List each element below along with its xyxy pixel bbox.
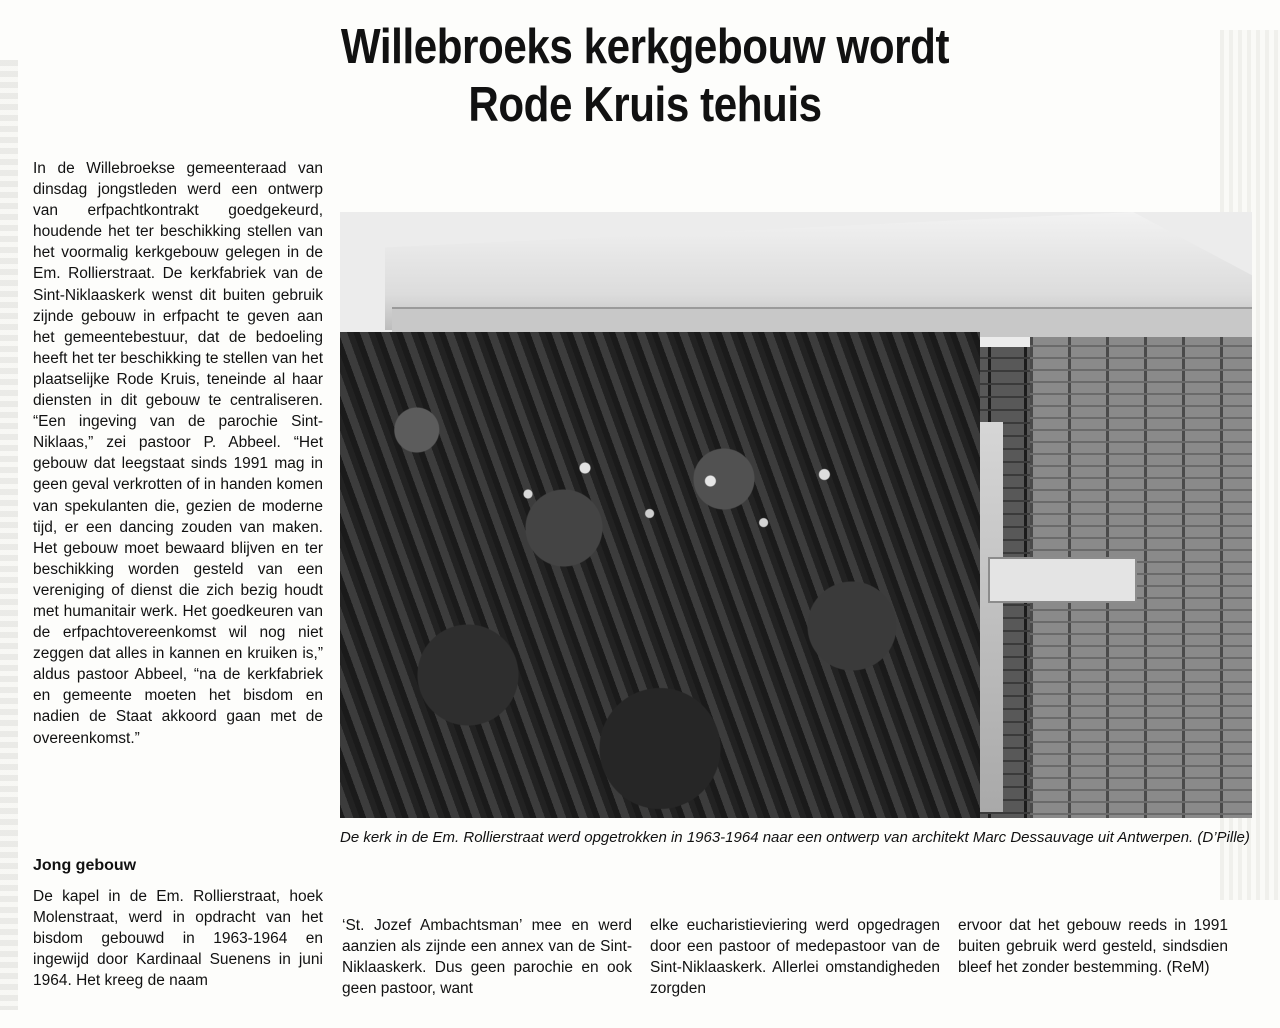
body-paragraph-3: elke eucharistieviering werd opgedragen door een pastoor of medepastoor van de Sint-Niklaaskerk. Allerlei omstandigheden zorgden [650,917,940,998]
adjacent-page-bleed-left [0,60,18,1010]
body-paragraph-1: De kapel in de Em. Rollierstraat, hoek Molenstraat, werd in opdracht van het bisdom gebouwd in 1963-1964 en ingewijd door Kardinaal Suenens in juni 1964. Het kreeg de naam [33,888,323,990]
body-paragraph-4: ervoor dat het gebouw reeds in 1991 buiten gebruik werd gesteld, sindsdien bleef het zonder bestemming. (ReM) [958,917,1228,977]
photo-wall-sign [988,557,1137,603]
photo-foliage [340,332,980,818]
headline-line-2: Rode Kruis tehuis [468,78,822,132]
lead-paragraph: In de Willebroekse gemeenteraad van dinsdag jongstleden werd een ontwerp van erfpachtkontrakt goedgekeurd, houdende het ter beschikking stellen van het voormalig kerkgebouw gelegen in de Em. Rollierstraat. De kerkfabriek van de Sint-Niklaaskerk wenst dit buiten gebruik zijnde gebouw in erfpacht te geven aan het gemeentebestuur, dat de bedoeling heeft het ter beschikking te stellen van het plaatselijke Rode Kruis, teneinde al haar diensten in dit gebouw te centraliseren. “Een ingeving van de parochie Sint-Niklaas,” zei pastoor P. Abbeel. “Het gebouw dat leegstaat sinds 1991 mag in geen geval verkrotten of in handen komen van spekulanten die, gezien de moderne tijd, er een dancing zouden van maken. Het gebouw moet bewaard blijven en ter beschikking worden gesteld van een vereniging of dienst die zich bezig houdt met humanitair werk. Het goedkeuren van de erfpachtovereenkomst wil nog niet zeggen dat alles in kannen en kruiken is,” aldus pastoor Abbeel, “na de kerkfabriek en gemeente moeten het bisdom en nadien de Staat akkoord gaan met de overeenkomst.” [33,160,323,747]
body-column-4 [958,915,1228,978]
body-column-1 [33,886,323,991]
body-paragraph-2: ‘St. Jozef Ambachtsman’ mee en werd aanzien als zijnde een annex van de Sint-Niklaaskerk. Dus geen parochie en ook geen pastoor, want [342,917,632,998]
church-photo [340,212,1252,818]
headline [219,18,1070,134]
photo-caption: De kerk in de Em. Rollierstraat werd opgetrokken in 1963-1964 naar een ontwerp van architekt Marc Dessauvage uit Antwerpen. (D’Pille) [340,829,1250,846]
body-column-3 [650,915,940,999]
lead-column [33,158,323,749]
headline-line-1: Willebroeks kerkgebouw wordt [340,20,950,74]
photo-flowers [490,442,870,572]
subheading: Jong gebouw [33,857,137,874]
body-column-2 [342,915,632,999]
